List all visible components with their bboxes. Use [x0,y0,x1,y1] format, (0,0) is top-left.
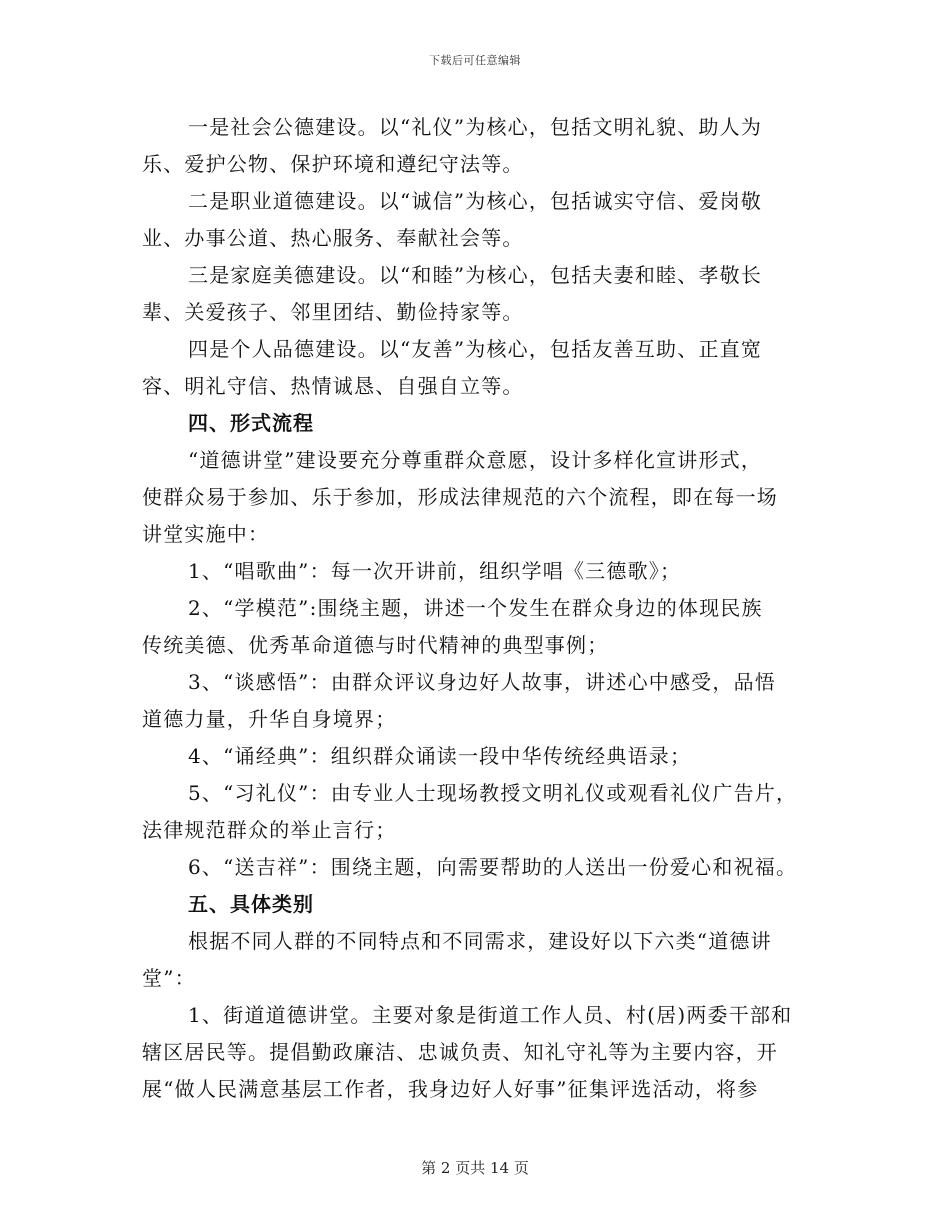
paragraph-line: 辖区居民等。提倡勤政廉洁、忠诚负责、知礼守礼等为主要内容，开 [142,1040,778,1064]
paragraph-line: 四是个人品德建设。以“友善”为核心，包括友善互助、正直宽 [188,337,763,361]
paragraph-line: 根据不同人群的不同特点和不同需求，建设好以下六类“道德讲 [188,929,772,953]
paragraph-line: 道德力量，升华自身境界； [142,707,397,731]
paragraph-line: “道德讲堂”建设要充分尊重群众意愿，设计多样化宣讲形式， [188,448,763,472]
page-footer: 第 2 页共 14 页 [421,1159,529,1177]
paragraph-line: 容、明礼守信、热情诚恳、自强自立等。 [142,374,524,398]
paragraph-line: 三是家庭美德建设。以“和睦”为核心，包括夫妻和睦、孝敬长 [188,263,763,287]
paragraph-line: 二是职业道德建设。以“诚信”为核心，包括诚实守信、爱岗敬 [188,189,763,213]
paragraph-line: 乐、爱护公物、保护环境和遵纪守法等。 [142,152,524,176]
list-item: 1、街道道德讲堂。主要对象是街道工作人员、村(居)两委干部和 [188,1003,793,1027]
paragraph-line: 堂”： [142,966,196,990]
paragraph-line: 展“做人民满意基层工作者，我身边好人好事”征集评选活动，将参 [142,1077,759,1101]
list-item: 6、“送吉祥”：围绕主题，向需要帮助的人送出一份爱心和祝福。 [188,855,798,879]
paragraph-line: 讲堂实施中： [142,522,270,546]
paragraph-line: 法律规范群众的举止言行； [142,818,397,842]
list-item: 2、“学模范”:围绕主题，讲述一个发生在群众身边的体现民族 [188,596,763,620]
section-heading: 四、形式流程 [188,411,314,435]
paragraph-line: 一是社会公德建设。以“礼仪”为核心，包括文明礼貌、助人为 [188,115,763,139]
list-item: 1、“唱歌曲”：每一次开讲前，组织学唱《三德歌》； [188,559,682,583]
list-item: 3、“谈感悟”：由群众评议身边好人故事，讲述心中感受，品悟 [188,670,776,694]
page-header: 下载后可任意编辑 [429,54,521,67]
paragraph-line: 业、办事公道、热心服务、奉献社会等。 [142,226,524,250]
list-item: 5、“习礼仪”：由专业人士现场教授文明礼仪或观看礼仪广告片， [188,781,798,805]
list-item: 4、“诵经典”：组织群众诵读一段中华传统经典语录； [188,744,692,768]
section-heading: 五、具体类别 [188,892,314,916]
paragraph-line: 使群众易于参加、乐于参加，形成法律规范的六个流程，即在每一场 [142,485,778,509]
paragraph-line: 辈、关爱孩子、邻里团结、勤俭持家等。 [142,300,524,324]
paragraph-line: 传统美德、优秀革命道德与时代精神的典型事例； [142,633,609,657]
